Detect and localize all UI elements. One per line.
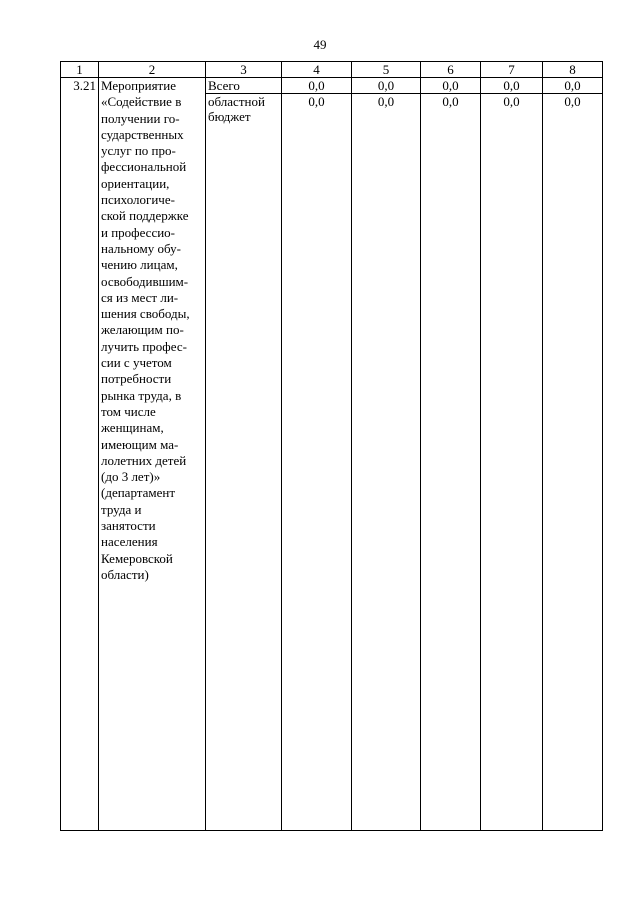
value-cell: 0,0 bbox=[352, 94, 421, 831]
description-line: получении го- bbox=[101, 110, 180, 126]
description-line: рынка труда, в bbox=[101, 387, 182, 403]
description-line: психологиче- bbox=[101, 192, 175, 208]
description-line: ся из мест ли- bbox=[101, 289, 179, 305]
column-header-2: 2 bbox=[99, 62, 206, 78]
description-line: чению лицам, bbox=[101, 257, 178, 273]
item-code: 3.21 bbox=[61, 78, 99, 831]
description-line: ориентации, bbox=[101, 175, 170, 191]
table-row-total bbox=[61, 78, 603, 94]
description-line: лолетних детей bbox=[101, 452, 187, 468]
description-line: Кемеровской bbox=[101, 550, 173, 566]
item-description bbox=[99, 78, 206, 831]
value-cell: 0,0 bbox=[421, 78, 481, 94]
value-cell: 0,0 bbox=[352, 78, 421, 94]
value-cell: 0,0 bbox=[543, 78, 603, 94]
description-line: потребности bbox=[101, 371, 172, 387]
description-line: занятости bbox=[101, 518, 156, 534]
description-line: том числе bbox=[101, 403, 156, 419]
column-header-6: 6 bbox=[421, 62, 481, 78]
value-cell: 0,0 bbox=[481, 94, 543, 831]
table-header-row bbox=[61, 62, 603, 78]
description-line: шения свободы, bbox=[101, 306, 190, 322]
description-line: ской поддержке bbox=[101, 208, 189, 224]
description-line: и профессио- bbox=[101, 224, 176, 240]
description-line: области) bbox=[101, 566, 149, 582]
description-line: услуг по про- bbox=[101, 143, 176, 159]
description-line: имеющим ма- bbox=[101, 436, 179, 452]
description-line: женщинам, bbox=[101, 420, 164, 436]
column-header-7: 7 bbox=[481, 62, 543, 78]
description-line: желающим по- bbox=[101, 322, 184, 338]
column-header-4: 4 bbox=[282, 62, 352, 78]
column-header-3: 3 bbox=[206, 62, 282, 78]
column-header-1: 1 bbox=[61, 62, 99, 78]
description-line: сии с учетом bbox=[101, 355, 172, 371]
description-line: фессиональной bbox=[101, 159, 187, 175]
description-line: (до 3 лет)» bbox=[101, 469, 161, 485]
description-line: населения bbox=[101, 534, 158, 550]
description-line: Мероприятие bbox=[101, 78, 176, 93]
description-line: лучить профес- bbox=[101, 338, 187, 354]
value-cell: 0,0 bbox=[543, 94, 603, 831]
column-header-8: 8 bbox=[543, 62, 603, 78]
funding-table bbox=[60, 61, 603, 831]
description-line: «Содействие в bbox=[101, 94, 182, 110]
funding-source-total: Всего bbox=[206, 78, 282, 94]
description-line: труда и bbox=[101, 501, 142, 517]
page-number: 49 bbox=[313, 37, 327, 52]
description-line: сударственных bbox=[101, 126, 184, 142]
value-cell: 0,0 bbox=[282, 78, 352, 94]
value-cell: 0,0 bbox=[481, 78, 543, 94]
funding-source-regional-budget: областной бюджет bbox=[206, 94, 282, 831]
description-line: нальному обу- bbox=[101, 240, 181, 256]
value-cell: 0,0 bbox=[282, 94, 352, 831]
description-line: (департамент bbox=[101, 485, 176, 501]
column-header-5: 5 bbox=[352, 62, 421, 78]
description-line: освободившим- bbox=[101, 273, 189, 289]
value-cell: 0,0 bbox=[421, 94, 481, 831]
